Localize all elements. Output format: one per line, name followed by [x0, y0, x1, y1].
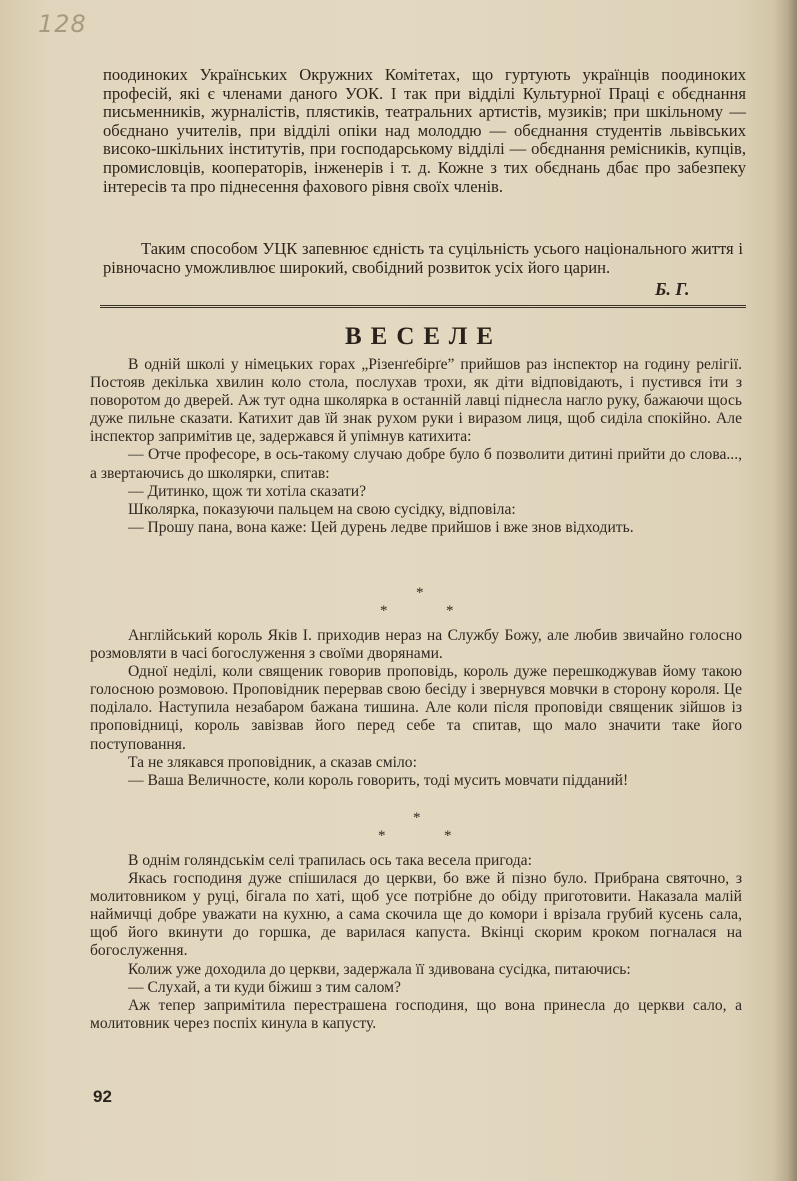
- book-spine-shadow: [773, 0, 797, 1181]
- story-paragraph: — Слухай, а ти куди біжиш з тим салом?: [128, 978, 401, 996]
- story-paragraph: Англійський король Яків І. приходив нераз на Службу Божу, але любив звичайно голосно розмовляти в часі богослуження з своїми дворянами.: [90, 627, 742, 663]
- article-end-paragraph: Таким способом УЦК запевнює єдність та суцільність усього національного життя і рівночасно уможливлює широкий, свобідний розвиток усіх його царин.: [103, 239, 743, 277]
- story-paragraph: Школярка, показуючи пальцем на свою сусідку, відповіла:: [128, 500, 516, 518]
- story-paragraph: Одної неділі, коли священик говорив проповідь, король дуже перешкоджував йому такою голосною розмовою. Проповідник перервав свою бесіду і звернувся мовчки в сторону короля. Це поділало. Наступила незабаром бажана тишина. Але коли після проповіди священик зійшов із проповідниці, король завізвав його перед себе та спитав, що мало значити таке його поступовання.: [90, 663, 742, 753]
- story-paragraph: Аж тепер запримітила перестрашена господиня, що вона принесла до церкви сало, а молитовник через поспіх кинула в капусту.: [90, 996, 742, 1032]
- separator-star: *: [446, 603, 454, 619]
- story-paragraph: Та не злякався проповідник, а сказав сміло:: [128, 753, 417, 771]
- story-paragraph: Якась господиня дуже спішилася до церкви, бо вже й пізно було. Прибрана святочно, з молитовником у руці, бігала по хаті, щоб усе потрібне до обіду приготовити. Наказала малій наймичці добре уважати на кухню, а сама скочила ще до комори і врізала грубий кусень сала, щоб його вкинути до горшка, де варилася капуста. Вкінці скорим кроком погналася на богослуження.: [90, 870, 742, 960]
- story-paragraph: Колиж уже доходила до церкви, задержала її здивована сусідка, питаючись:: [128, 960, 631, 978]
- separator-star: *: [378, 828, 386, 844]
- story-paragraph: В однім голяндськім селі трапилась ось така весела пригода:: [128, 852, 532, 869]
- story-paragraph: — Дитинко, щож ти хотіла сказати?: [128, 482, 366, 500]
- story-paragraph: — Отче професоре, в ось-такому случаю добре було б позволити дитині прийти до слова..., а звертаючись до школярки, спитав:: [90, 446, 742, 482]
- story-paragraph: — Прошу пана, вона каже: Цей дурень ледве прийшов і вже знов відходить.: [128, 518, 634, 536]
- story-paragraph: В одній школі у німецьких горах „Різенґебірґе” прийшов раз інспектор на годину релігії. Постояв декілька хвилин коло стола, послухав трохи, як діти відповідають, і пустився іти з поворотом до дверей. Аж тут одна школярка в останній лавці піднесла нагло руку, бажаючи щось дуже пильне сказати. Катихит дав їй знак рухом руки і виразом лиця, щоб сиділа спокійно. Але інспектор запримітив це, задержався й упімнув катихита:: [90, 356, 742, 446]
- section-heading: ВЕСЕЛЕ: [345, 323, 503, 350]
- article-end-paragraph: поодиноких Українських Окружних Комітетах, що гуртують українців поодиноких професій, які є членами даного УОК. І так при відділі Культурної Праці є обєднання письменників, журналістів, плястиків, театральних артистів, музиків; при шкільному — обєднано учителів, при відділі опіки над молоддю — обєднання студентів львівських високо-шкільних інститутів, при господарському відділі — обєднання ремісників, купців, промисловців, кооператорів, інженерів і т. д. Кожне з тих обєднань дбає про забезпеку інтересів та про піднесення фахового рівня своїх членів.: [103, 65, 746, 196]
- story-paragraph: — Ваша Величносте, коли король говорить, тоді мусить мовчати підданий!: [128, 771, 629, 789]
- archive-page-mark: 128: [38, 10, 87, 38]
- separator-star: *: [380, 603, 388, 619]
- separator-star: *: [444, 828, 452, 844]
- page-number: 92: [93, 1087, 112, 1106]
- humor-story-3: [90, 852, 742, 1033]
- humor-story-1: [90, 356, 742, 537]
- article-signature: Б. Г.: [655, 279, 690, 299]
- humor-story-2: [90, 627, 742, 790]
- separator-star: *: [413, 810, 421, 826]
- separator-star: *: [416, 585, 424, 601]
- section-divider-rule: [100, 305, 746, 308]
